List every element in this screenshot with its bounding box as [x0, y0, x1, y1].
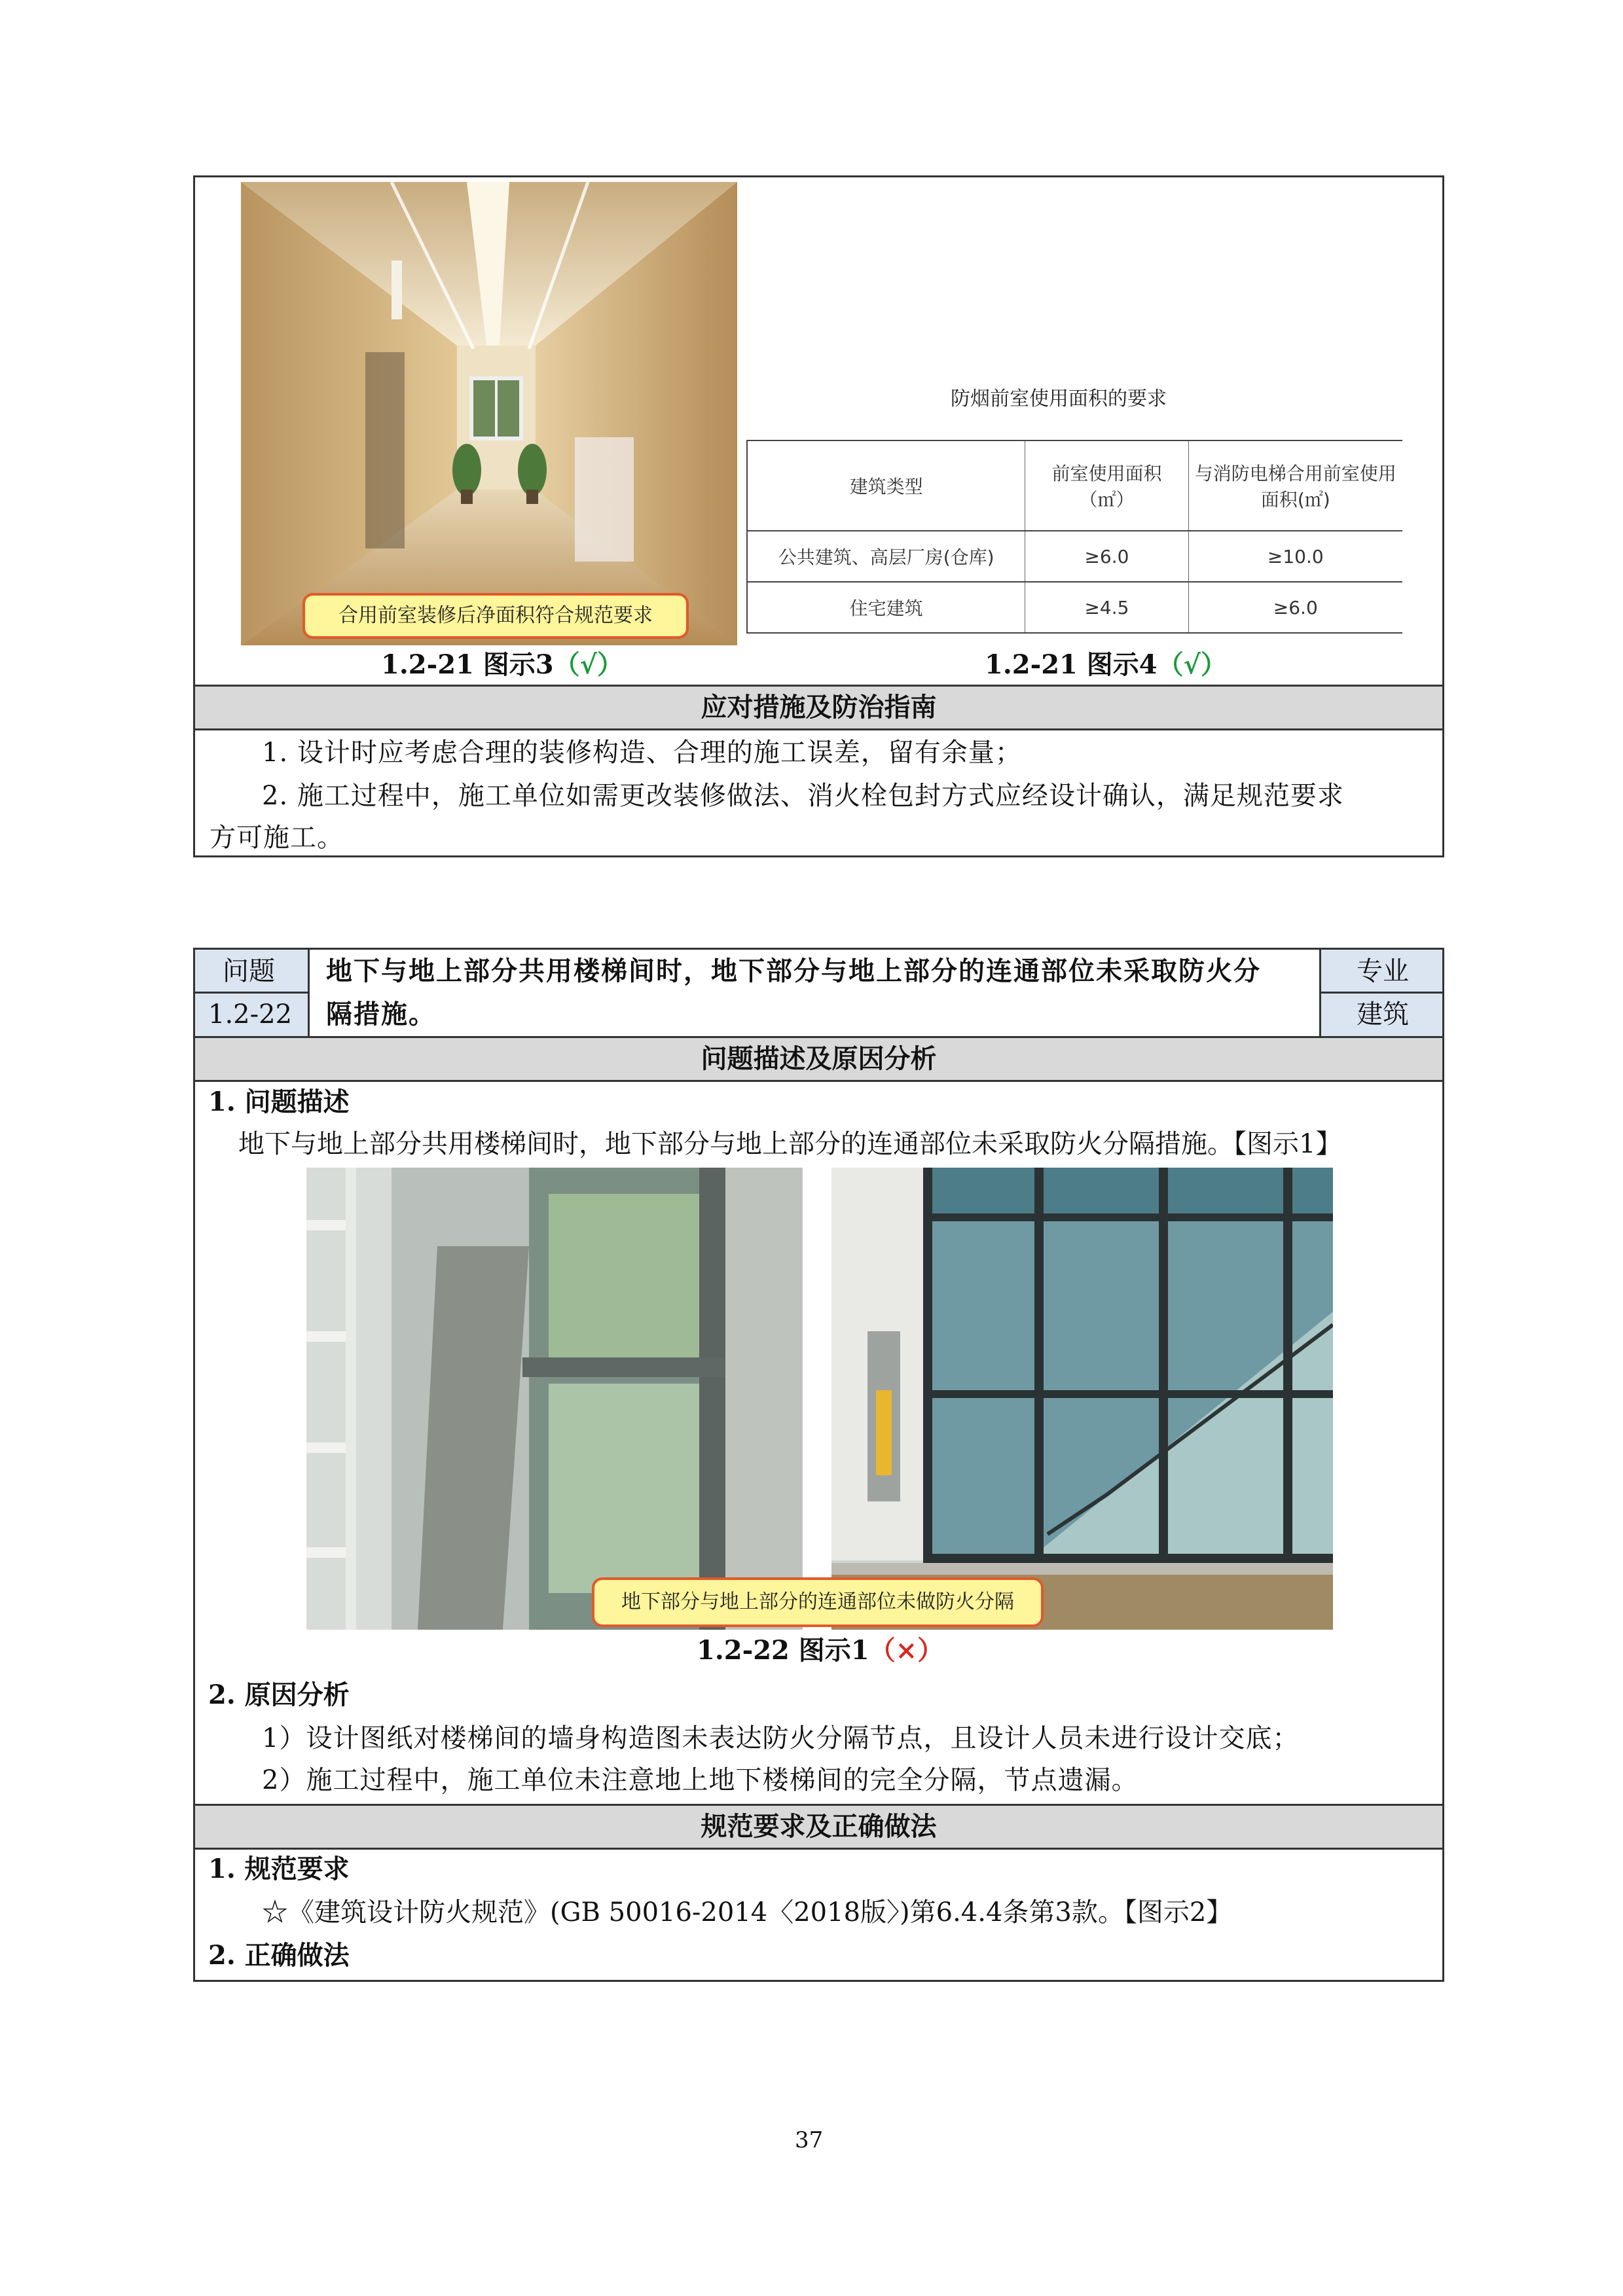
table-header-cell: 建筑类型 [747, 440, 1025, 531]
cause-title: 2. 原因分析 [208, 1679, 350, 1710]
caption-text: 1.2-22 图示1 [697, 1635, 869, 1666]
table-cell: ≥4.5 [1025, 582, 1188, 633]
major-label: 专业 [1357, 956, 1409, 986]
guide-item: 1. 设计时应考虑合理的装修构造、合理的施工误差，留有余量； [262, 738, 1022, 768]
caption-text: 1.2-21 图示3 [381, 649, 554, 680]
table-cell: ≥6.0 [1025, 531, 1188, 582]
figure-caption [985, 649, 1227, 681]
table-cell: ≥10.0 [1188, 531, 1402, 582]
issue-title: 地下与地上部分共用楼梯间时，地下部分与地上部分的连通部位未采取防火分 [326, 956, 1261, 986]
caption-text: 1.2-21 图示4 [985, 649, 1158, 680]
table-header-cell: 与消防电梯合用前室使用面积(㎡) [1188, 440, 1402, 531]
area-table-title: 防烟前室使用面积的要求 [951, 387, 1167, 410]
issue-number: 1.2-22 [208, 999, 293, 1030]
photo-callout-defect: 地下部分与地上部分的连通部位未做防火分隔 [592, 1577, 1044, 1627]
guide-item: 方可施工。 [210, 823, 344, 853]
section-heading-spec: 规范要求及正确做法 [195, 1806, 1442, 1848]
section-heading-guide: 应对措施及防治指南 [195, 687, 1442, 728]
desc-title: 1. 问题描述 [208, 1086, 350, 1117]
correct-title: 2. 正确做法 [208, 1940, 350, 1971]
table-cell: 公共建筑、高层厂房(仓库) [747, 531, 1025, 582]
spec-title: 1. 规范要求 [208, 1854, 350, 1884]
cause-item: 2）施工过程中，施工单位未注意地上地下楼梯间的完全分隔，节点遗漏。 [262, 1765, 1139, 1795]
area-requirement-table [746, 440, 1402, 634]
table-header-cell: 前室使用面积（㎡） [1025, 440, 1188, 531]
check-mark: （√） [553, 649, 623, 680]
desc-text: 地下与地上部分共用楼梯间时，地下部分与地上部分的连通部位未采取防火分隔措施。【图示1】 [238, 1129, 1342, 1159]
issue-label: 问题 [223, 956, 275, 986]
stairwell-photo-right [831, 1168, 1333, 1630]
figure-caption [697, 1635, 943, 1666]
cause-item: 1）设计图纸对楼梯间的墙身构造图未表达防火分隔节点，且设计人员未进行设计交底； [262, 1723, 1300, 1753]
page-number: 37 [795, 2127, 824, 2153]
spec-text: ☆《建筑设计防火规范》(GB 50016-2014〈2018版〉)第6.4.4条第3款。【图示2】 [262, 1897, 1233, 1928]
major-value: 建筑 [1357, 999, 1409, 1030]
issue-title: 隔措施。 [326, 999, 436, 1030]
figure-caption [381, 649, 623, 681]
stairwell-photo-left [306, 1168, 803, 1630]
photo-callout-compliant: 合用前室装修后净面积符合规范要求 [302, 593, 689, 639]
section-heading-description: 问题描述及原因分析 [195, 1038, 1442, 1080]
guide-item: 2. 施工过程中，施工单位如需更改装修做法、消火栓包封方式应经设计确认，满足规范要求 [262, 781, 1344, 811]
corridor-photo [241, 182, 737, 645]
table-cell: 住宅建筑 [747, 582, 1025, 633]
check-mark: （√） [1157, 649, 1227, 680]
table-cell: ≥6.0 [1188, 582, 1402, 633]
cross-mark: （×） [869, 1635, 944, 1666]
